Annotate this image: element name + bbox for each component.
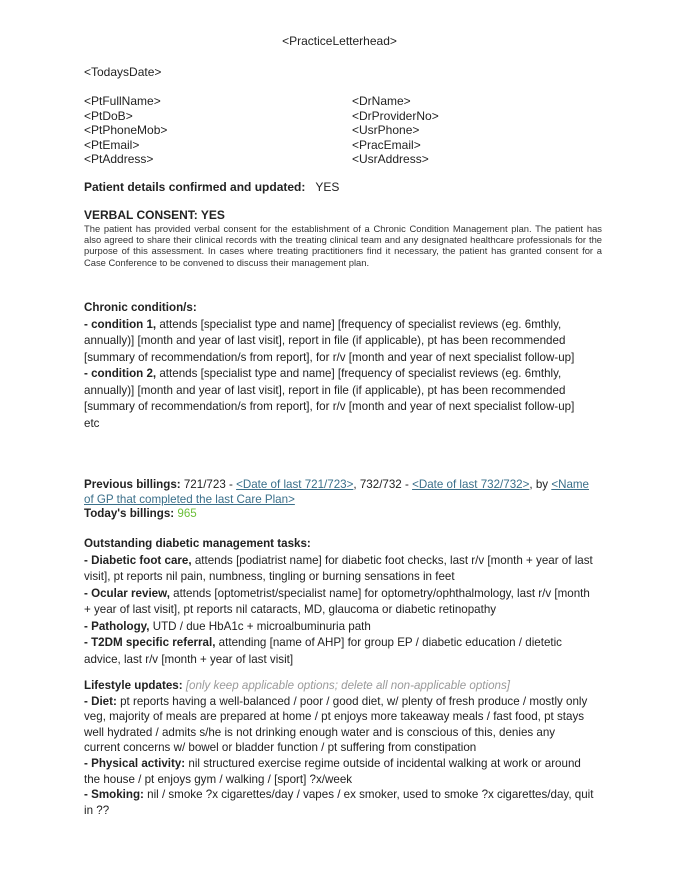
billing-date-2-link[interactable]: <Date of last 732/732> bbox=[412, 478, 530, 491]
lifestyle-header bbox=[84, 678, 594, 694]
details-confirmed bbox=[84, 180, 339, 194]
diabetic-tasks-section bbox=[84, 536, 594, 668]
lifestyle-heading: Lifestyle updates: bbox=[84, 679, 183, 692]
practice-letterhead: <PracticeLetterhead> bbox=[282, 34, 397, 48]
lifestyle-item bbox=[84, 694, 594, 756]
practice-email: <PracEmail> bbox=[352, 137, 421, 152]
doctor-provider-no: <DrProviderNo> bbox=[352, 108, 439, 123]
billings-section bbox=[84, 478, 594, 522]
diabetic-item-label: - Pathology, bbox=[84, 619, 150, 633]
billing-code-2: , 732/732 - bbox=[353, 478, 413, 491]
patient-email: <PtEmail> bbox=[84, 137, 140, 152]
lifestyle-item-label: - Diet: bbox=[84, 694, 117, 708]
gp-name-link[interactable]: <Name of GP that completed the last Care Plan> bbox=[84, 478, 590, 506]
lifestyle-item-text: pt reports having a well-balanced / poor / good diet, w/ plenty of fresh produce / mostly only veg, majority of meals are prepared at home / pt enjoys more takeaway meals / fast food, pt stays well hydrated / admits s/he is not drinking enough water and is conscious of this, denies any current concerns w/ bowel or bladder function / pt suffering from constipation bbox=[84, 694, 588, 755]
diabetic-item bbox=[84, 553, 594, 586]
consent-heading: VERBAL CONSENT: YES bbox=[84, 208, 225, 222]
lifestyle-item-label: - Smoking: bbox=[84, 788, 144, 802]
diabetic-heading: Outstanding diabetic management tasks: bbox=[84, 537, 311, 550]
chronic-item bbox=[84, 317, 594, 367]
patient-fields bbox=[84, 94, 167, 167]
diabetic-item bbox=[84, 619, 594, 636]
confirmed-value: YES bbox=[315, 180, 340, 194]
patient-address: <PtAddress> bbox=[84, 152, 154, 167]
diabetic-item bbox=[84, 635, 594, 668]
patient-dob: <PtDoB> bbox=[84, 108, 133, 123]
user-phone: <UsrPhone> bbox=[352, 123, 420, 138]
chronic-item-text: attends [specialist type and name] [frequency of specialist reviews (eg. 6mthly, annually)] [month and year of last visit], report in file (if applicable), pt has been recommended [summary of recommendation/s from report], for r/v [month and year of next specialist follow-up] bbox=[84, 317, 575, 364]
diabetic-item bbox=[84, 586, 594, 619]
todays-billings-value: 965 bbox=[174, 507, 197, 520]
lifestyle-item-label: - Physical activity: bbox=[84, 756, 186, 770]
diabetic-item-text: attends [podiatrist name] for diabetic foot checks, last r/v [month + year of last visit], pt reports nil pain, numbness, tingling or burning sensations in feet bbox=[84, 553, 593, 583]
lifestyle-section bbox=[84, 678, 594, 818]
diabetic-item-label: - Ocular review, bbox=[84, 586, 170, 600]
chronic-item-label: - condition 2, bbox=[84, 367, 157, 380]
chronic-conditions-section bbox=[84, 300, 594, 432]
patient-phone: <PtPhoneMob> bbox=[84, 123, 168, 138]
chronic-item-text: attends [specialist type and name] [frequency of specialist reviews (eg. 6mthly, annually)] [month and year of last visit], report in file (if applicable), pt has been recommended [summary of recommendation/s from report], for r/v [month and year of next specialist follow-up] bbox=[84, 367, 575, 413]
lifestyle-item-text: nil structured exercise regime outside of incidental walking at work or around the house / pt enjoys gym / walking / [sport] ?x/week bbox=[84, 756, 581, 786]
billing-by: , by bbox=[529, 478, 552, 491]
diabetic-item-text: attends [optometrist/specialist name] for optometry/ophthalmology, last r/v [month + year of last visit], pt reports nil cataracts, MD, glaucoma or diabetic retinopathy bbox=[84, 586, 590, 616]
lifestyle-item bbox=[84, 756, 594, 787]
billing-code-1: 721/723 - bbox=[180, 478, 237, 491]
diabetic-item-label: - Diabetic foot care, bbox=[84, 553, 192, 567]
todays-billings bbox=[84, 507, 594, 522]
billing-date-1-link[interactable]: <Date of last 721/723> bbox=[236, 478, 354, 491]
patient-full-name: <PtFullName> bbox=[84, 94, 161, 108]
user-address: <UsrAddress> bbox=[352, 152, 429, 167]
doctor-fields bbox=[352, 94, 439, 167]
lifestyle-item bbox=[84, 787, 594, 818]
doctor-name: <DrName> bbox=[352, 94, 411, 108]
chronic-etc: etc bbox=[84, 416, 100, 430]
diabetic-item-text: UTD / due HbA1c + microalbuminuria path bbox=[149, 619, 371, 633]
chronic-item bbox=[84, 366, 594, 416]
previous-billings-label: Previous billings: bbox=[84, 478, 181, 491]
todays-billings-label: Today's billings: bbox=[84, 507, 175, 520]
chronic-item-label: - condition 1, bbox=[84, 317, 157, 331]
todays-date: <TodaysDate> bbox=[84, 65, 162, 79]
lifestyle-item-text: nil / smoke ?x cigarettes/day / vapes / ex smoker, used to smoke ?x cigarettes/day, quit in ?? bbox=[84, 788, 594, 817]
diabetic-item-text: attending [name of AHP] for group EP / diabetic education / dietetic advice, last r/v [month + year of last visit] bbox=[84, 636, 562, 666]
confirmed-label: Patient details confirmed and updated: bbox=[84, 180, 306, 194]
lifestyle-note: [only keep applicable options; delete all non-applicable options] bbox=[185, 679, 511, 692]
previous-billings bbox=[84, 478, 594, 507]
consent-body: The patient has provided verbal consent for the establishment of a Chronic Condition Management plan. The patient has also agreed to share their clinical records with the treating clinical team and any designated healthcare professionals for the purpose of this assessment. In cases where treating practitioners find it necessary, the patient has granted consent for a Case Conference to be convened to discuss their management plan. bbox=[84, 223, 602, 268]
diabetic-item-label: - T2DM specific referral, bbox=[84, 636, 216, 649]
chronic-heading: Chronic condition/s: bbox=[84, 301, 197, 314]
